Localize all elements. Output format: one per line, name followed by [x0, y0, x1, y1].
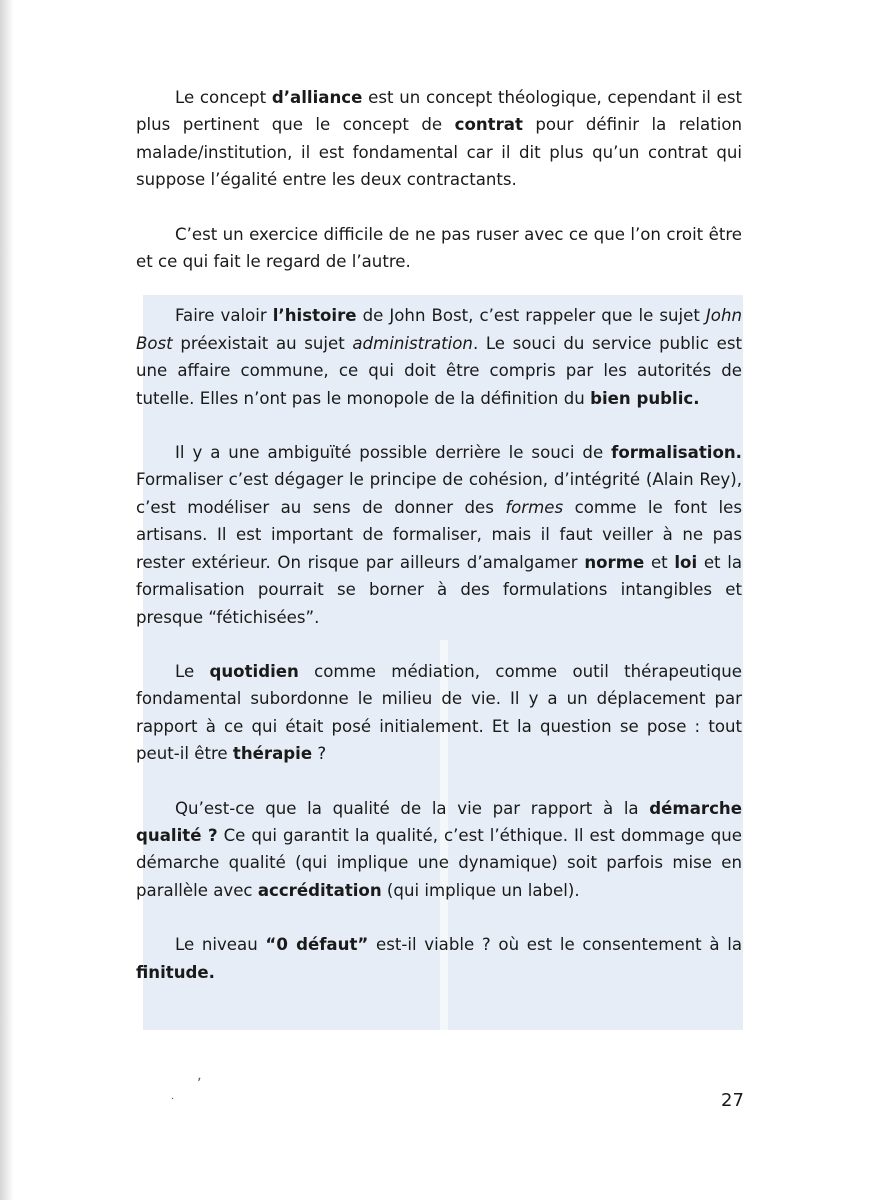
- stray-mark: ʼ: [197, 1076, 202, 1092]
- bold-term: d’alliance: [271, 88, 363, 107]
- italic-term: John Bost: [136, 306, 742, 353]
- italic-term: administration: [352, 333, 473, 353]
- text-run: Ce qui garantit la qualité, c’est l’éthique. Il est dommage que démarche qualité (qui implique une dynamique) soit parfois mise en parallèle avec: [136, 825, 742, 900]
- text-run: comme médiation, comme outil thérapeutique fondamental subordonne le milieu de vie. Il y a un déplacement par rapport à ce qui était posé initialement. Et la question se pose : tout peut-il être: [136, 661, 743, 764]
- paragraph-p6: [136, 795, 742, 905]
- body-text: [136, 84, 742, 1013]
- bold-term: accréditation: [257, 880, 382, 900]
- bold-term: norme: [584, 552, 645, 572]
- bold-term: l’histoire: [272, 306, 357, 326]
- text-run: et la formalisation pourrait se borner à des formulations intangibles et presque “fétichisées”.: [136, 552, 743, 627]
- text-run: Formaliser c’est dégager le principe de cohésion, d’intégrité (Alain Rey), c’est modéliser au sens de donner des: [136, 470, 742, 517]
- bold-term: thérapie: [232, 744, 313, 764]
- stray-mark: ·: [171, 1094, 175, 1105]
- bold-term: contrat: [454, 115, 523, 135]
- page-binding-shadow: [0, 0, 14, 1200]
- text-run: Faire valoir: [175, 306, 273, 326]
- bold-term: finitude.: [136, 962, 215, 982]
- paragraph-p7: [136, 931, 742, 986]
- paragraph-p3: [136, 302, 742, 412]
- text-run: pour définir la relation malade/institution, il est fondamental car il dit plus qu’un contrat qui suppose l’égalité entre les deux contractants.: [136, 115, 743, 190]
- paragraph-p1: [136, 84, 742, 194]
- bold-term: bien public.: [590, 388, 700, 408]
- paragraph-p2: [136, 221, 742, 276]
- text-run: Le concept: [175, 88, 272, 107]
- text-run: Qu’est-ce que la qualité de la vie par rapport à la: [175, 798, 650, 818]
- bold-term: démarche qualité ?: [136, 798, 742, 845]
- bold-term: formalisation.: [611, 443, 742, 463]
- bold-term: “0 défaut”: [265, 935, 369, 955]
- paragraph-p4: [136, 439, 742, 631]
- text-run: Il y a une ambiguïté possible derrière le souci de: [175, 443, 612, 463]
- bold-term: loi: [674, 552, 698, 572]
- text-run: ?: [312, 744, 327, 764]
- italic-term: formes: [505, 497, 564, 517]
- text-run: Le: [175, 661, 210, 681]
- page-number: 27: [721, 1090, 744, 1111]
- text-run: . Le souci du service public est une affaire commune, ce qui doit être compris par les autorités de tutelle. Elles n’ont pas le monopole de la définition du: [136, 333, 742, 408]
- text-run: préexistait au sujet: [172, 333, 353, 353]
- text-run: est-il viable ? où est le consentement à la: [368, 935, 742, 955]
- text-run: (qui implique un label).: [381, 880, 580, 900]
- text-run: est un concept théologique, cependant il est plus pertinent que le concept de: [136, 88, 742, 135]
- text-run: et: [644, 552, 675, 572]
- text-run: Le niveau: [175, 935, 266, 955]
- text-run: comme le font les artisans. Il est important de formaliser, mais il faut veiller à ne pas rester extérieur. On risque par ailleurs d’amalgamer: [136, 497, 742, 572]
- text-run: C’est un exercice difficile de ne pas ruser avec ce que l’on croit être et ce qui fait le regard de l’autre.: [136, 224, 742, 272]
- text-run: de John Bost, c’est rappeler que le sujet: [356, 306, 706, 326]
- bold-term: quotidien: [209, 661, 299, 681]
- paragraph-p5: [136, 658, 742, 768]
